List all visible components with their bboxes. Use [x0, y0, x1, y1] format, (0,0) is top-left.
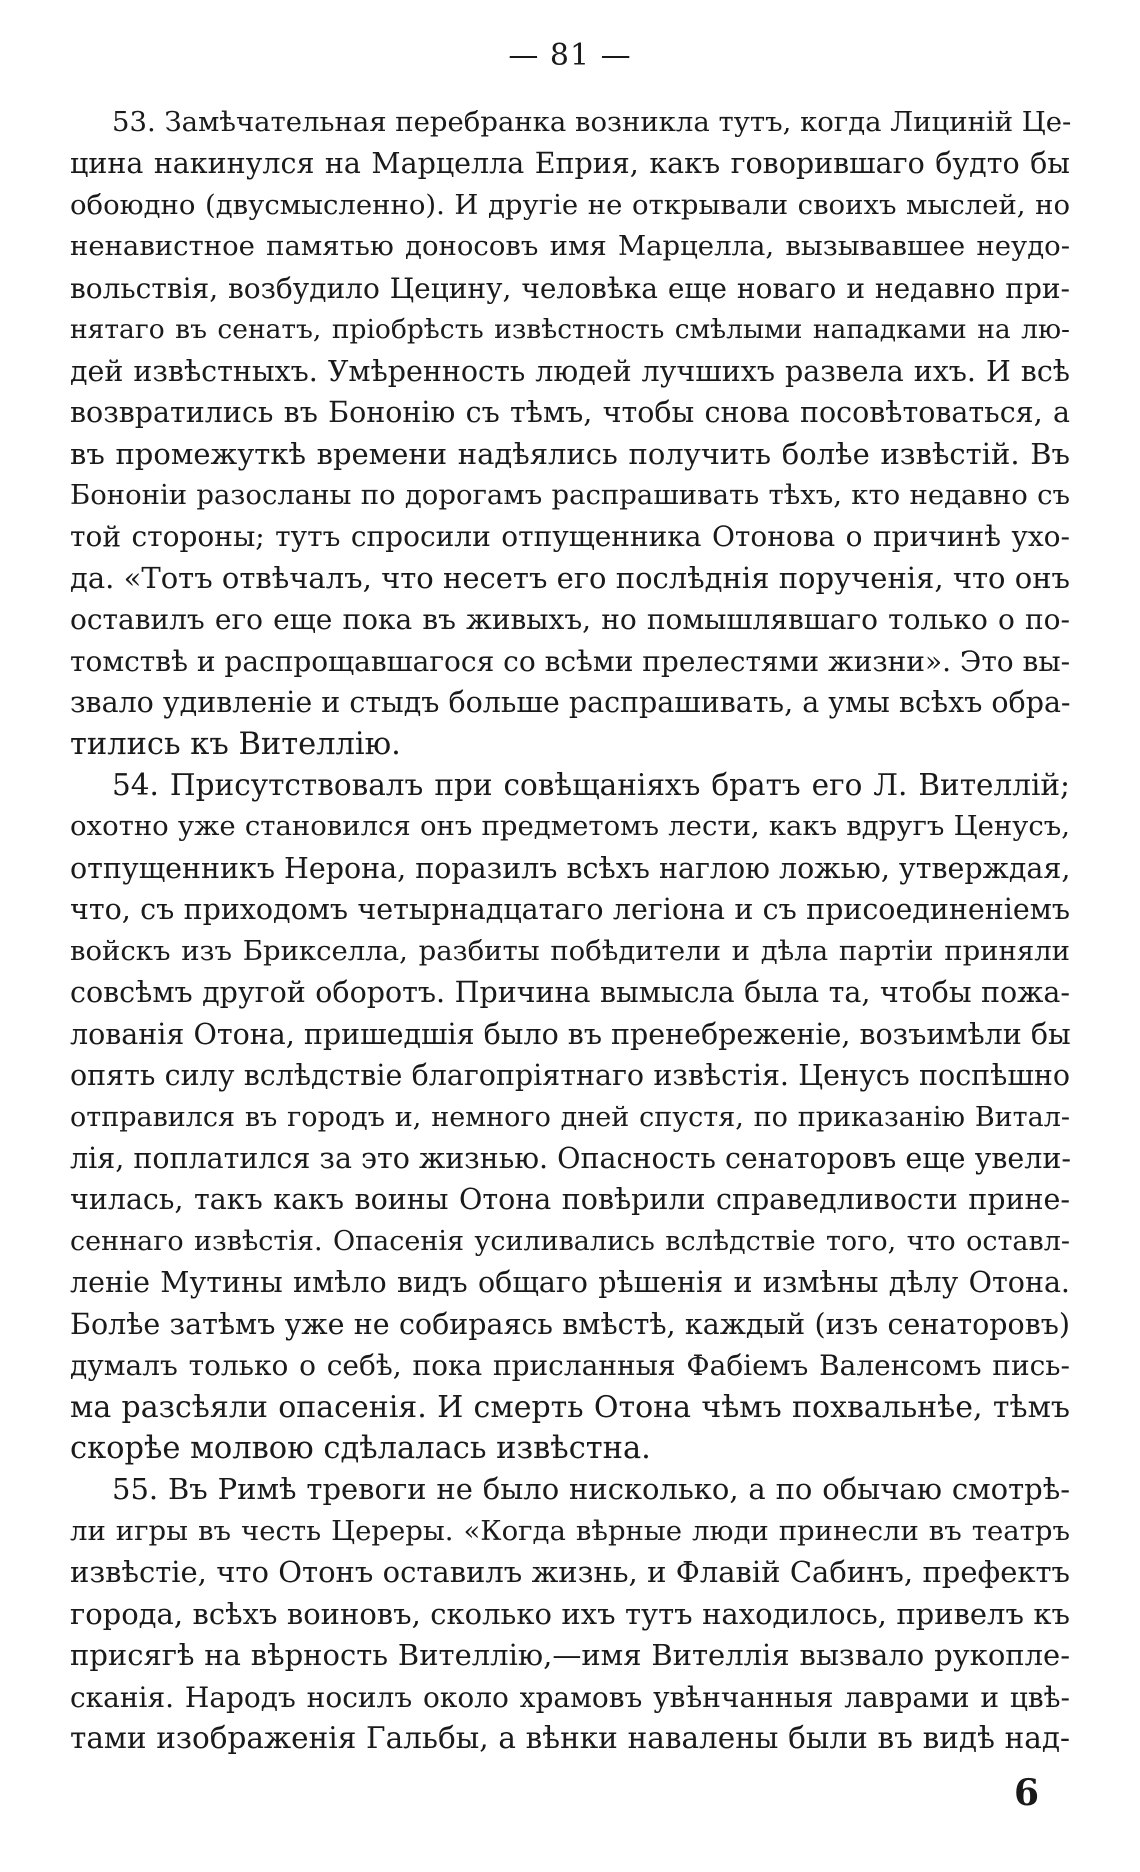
text-line: войскъ изъ Брикселла, разбиты побѣдители и дѣла партіи приняли — [70, 934, 1070, 967]
text-line: лованія Отона, пришедшія было въ пренебреженіе, возъимѣли бы — [70, 1017, 1071, 1051]
text-line: возвратились въ Бононію съ тѣмъ, чтобы снова посовѣтоваться, а — [70, 396, 1070, 430]
text-line: города, всѣхъ воиновъ, сколько ихъ тутъ находилось, привелъ къ — [70, 1596, 1070, 1631]
text-line: обоюдно (двусмысленно). И другіе не открывали своихъ мыслей, но — [70, 188, 1070, 221]
text-line: да. «Тотъ отвѣчалъ, что несетъ его послѣднія порученія, что онъ — [70, 560, 1070, 595]
text-line: лія, поплатился за это жизнью. Опасность сенаторовъ еще увели- — [70, 1141, 1072, 1175]
text-line: охотно уже становился онъ предметомъ лести, какъ вдругъ Ценусъ, — [70, 810, 1070, 843]
text-line: сканія. Народъ носилъ около храмовъ увѣнчанныя лаврами и цвѣ- — [70, 1680, 1070, 1714]
text-line: томствѣ и распрощавшагося со всѣми прелестями жизни». Это вы- — [70, 644, 1071, 678]
text-line: что, съ приходомъ четырнадцатаго легіона и съ присоединеніемъ — [70, 893, 1070, 927]
text-line: той стороны; тутъ спросили отпущенника Отонова о причинѣ ухо- — [70, 520, 1070, 554]
text-line: Бононіи разосланы по дорогамъ распрашивать тѣхъ, кто недавно съ — [70, 478, 1070, 511]
paragraph-start-line: 55. Въ Римѣ тревоги не было нисколько, а по обычаю смотрѣ- — [112, 1472, 1070, 1507]
text-line: ли игры въ честь Цереры. «Когда вѣрные люди принесли въ театръ — [70, 1514, 1070, 1547]
text-line: отпущенникъ Нерона, поразилъ всѣхъ наглою ложью, утверждая, — [70, 851, 1071, 885]
text-line: звало удивленіе и стыдъ больше распрашивать, а умы всѣхъ обра- — [70, 686, 1071, 720]
text-line: тились къ Вителлію. — [70, 726, 401, 762]
text-line: леніе Мутины имѣло видъ общаго рѣшенія и измѣны дѣлу Отона. — [70, 1266, 1070, 1300]
text-line: дей извѣстныхъ. Умѣренность людей лучшихъ развела ихъ. И всѣ — [70, 354, 1070, 388]
text-line: ма разсѣяли опасенія. И смерть Отона чѣмъ похвальнѣе, тѣмъ — [70, 1389, 1070, 1425]
text-line: вольствія, возбудило Цецину, человѣка еще новаго и недавно при- — [70, 271, 1070, 305]
text-line: въ промежуткѣ времени надѣялись получить болѣе извѣстій. Въ — [70, 436, 1070, 471]
signature-mark: 6 — [1014, 1772, 1040, 1814]
body-text — [70, 102, 1070, 1760]
text-line: извѣстіе, что Отонъ оставилъ жизнь, и Флавій Сабинъ, префектъ — [70, 1555, 1070, 1590]
text-line: опять силу вслѣдствіе благопріятнаго извѣстія. Ценусъ поспѣшно — [70, 1059, 1070, 1093]
text-line: тами изображенія Гальбы, а вѣнки навалены были въ видѣ над- — [70, 1721, 1070, 1756]
text-line: оставилъ его еще пока въ живыхъ, но помышлявшаго только о по- — [70, 603, 1070, 637]
text-line: присягѣ на вѣрность Вителлію,—имя Вителлія вызвало рукопле- — [70, 1638, 1070, 1673]
paragraph-start-line: 54. Присутствовалъ при совѣщаніяхъ братъ его Л. Вителлій; — [112, 768, 1070, 802]
text-line: Болѣе затѣмъ уже не собираясь вмѣстѣ, каждый (изъ сенаторовъ) — [70, 1307, 1070, 1341]
text-line: сеннаго извѣстія. Опасенія усиливались вслѣдствіе того, что оставл- — [70, 1225, 1070, 1257]
text-line: отправился въ городъ и, немного дней спустя, по приказанію Витал- — [70, 1101, 1070, 1133]
text-line: думалъ только о себѣ, пока присланныя Фабіемъ Валенсомъ пись- — [70, 1349, 1070, 1383]
text-line: совсѣмъ другой оборотъ. Причина вымысла была та, чтобы пожа- — [70, 976, 1070, 1010]
page-number: — 81 — — [508, 38, 632, 73]
paragraph-start-line: 53. Замѣчательная перебранка возникла тутъ, когда Лициній Це- — [112, 106, 1072, 138]
text-line: ненавистное памятью доносовъ имя Марцелла, вызывавшее неудо- — [70, 230, 1070, 263]
text-line: чилась, такъ какъ воины Отона повѣрили справедливости прине- — [70, 1183, 1070, 1217]
text-line: цина накинулся на Марцелла Еприя, какъ говорившаго будто бы — [70, 147, 1070, 181]
text-line: нятаго въ сенатъ, пріобрѣсть извѣстность смѣлыми нападками на лю- — [70, 314, 1070, 346]
text-line: скорѣе молвою сдѣлалась извѣстна. — [70, 1431, 651, 1466]
